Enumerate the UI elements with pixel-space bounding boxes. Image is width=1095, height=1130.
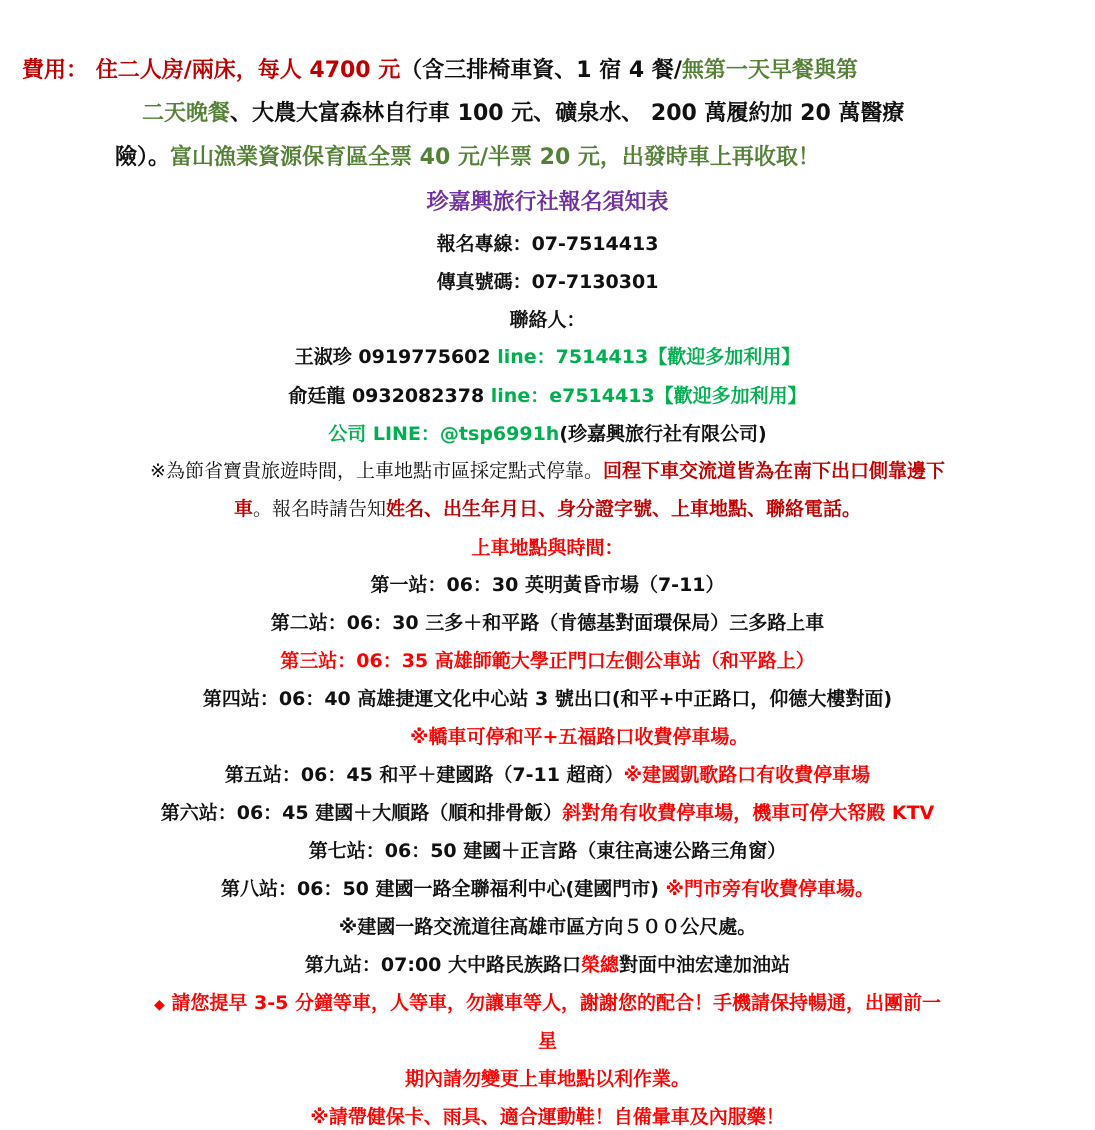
fee-line-2 xyxy=(142,99,904,129)
stop-8 xyxy=(0,876,1095,902)
notice-dropoff-end: 車 xyxy=(233,498,253,520)
stop-9 xyxy=(0,952,1095,978)
stop-5-parking-note: ※建國凱歌路口有收費停車場 xyxy=(623,764,871,786)
stops-title: 上車地點與時間： xyxy=(471,537,624,559)
stop-8-text: 第八站：06：50 建國一路全聯福利中心(建國門市) xyxy=(221,878,666,900)
fee-includes: （含三排椅車資、1 宿 4 餐/ xyxy=(400,58,682,83)
reminder-line-1 xyxy=(0,990,1095,1018)
fax-number: 傳真號碼：07-7130301 xyxy=(436,271,659,293)
stop-8-location-note: ※建國一路交流道往高雄市區方向５００公尺處。 xyxy=(338,916,757,938)
fee-excluded-dinner: 二天晚餐 xyxy=(142,101,231,126)
hotline: 報名專線：07-7514413 xyxy=(436,233,659,255)
company-line-id: 公司 LINE：@tsp6991h xyxy=(328,423,560,445)
stop-7: 第七站：06：50 建國＋正言路（東往高速公路三角窗） xyxy=(308,840,787,862)
reminder-line-2: 星 xyxy=(537,1030,557,1052)
fee-excluded-meals: 無第一天早餐與第 xyxy=(681,58,858,83)
stop-5 xyxy=(0,762,1095,788)
stop-9-landmark: 榮總 xyxy=(581,954,620,976)
reminder-bring-items: ※請帶健保卡、雨具、適合運動鞋！自備暈車及內服藥！ xyxy=(310,1106,785,1128)
stop-3: 第三站：06：35 高雄師範大學正門口左側公車站（和平路上） xyxy=(280,650,815,672)
fee-reserve-ticket: 富山漁業資源保育區全票 40 元/半票 20 元，出發時車上再收取！ xyxy=(170,145,820,170)
form-title: 珍嘉興旅行社報名須知表 xyxy=(426,190,669,215)
company-name: (珍嘉興旅行社有限公司) xyxy=(559,423,767,445)
fee-extras: 、大農大富森林自行車 100 元、礦泉水、 200 萬履約加 20 萬醫療 xyxy=(230,101,905,126)
stop-2: 第二站：06：30 三多＋和平路（肯德基對面環保局）三多路上車 xyxy=(270,612,825,634)
notice-provide-info: 。報名時請告知 xyxy=(252,498,386,520)
notice-return-dropoff: 回程下車交流道皆為在南下出口側靠邊下 xyxy=(602,460,945,482)
fee-line-3 xyxy=(115,143,820,173)
stop-9-text-a: 第九站：07:00 大中路民族路口 xyxy=(304,954,582,976)
diamond-bullet-icon: ◆ xyxy=(154,997,165,1013)
notice-required-fields: 姓名、出生年月日、身分證字號、上車地點、聯絡電話。 xyxy=(386,498,862,520)
contact-2-line-id: line：e7514413【歡迎多加利用】 xyxy=(490,385,807,407)
contact-person-1 xyxy=(0,344,1095,370)
stop-6-text: 第六站：06：45 建國＋大順路（順和排骨飯） xyxy=(160,802,563,824)
reminder-line-3: 期內請勿變更上車地點以利作業。 xyxy=(404,1068,690,1090)
contact-1-line-id: line：7514413【歡迎多加利用】 xyxy=(497,346,801,368)
notice-line-2 xyxy=(0,496,1095,522)
company-line xyxy=(0,421,1095,447)
fee-line-1 xyxy=(22,56,858,86)
notice-fixed-stops: ※為節省寶貴旅遊時間，上車地點市區採定點式停靠。 xyxy=(150,460,603,482)
stop-8-parking-note: ※門市旁有收費停車場。 xyxy=(665,878,874,900)
fee-insurance-end: 險）。 xyxy=(115,145,171,170)
reminder-arrive-early: 請您提早 3-5 分鐘等車，人等車，勿讓車等人，謝謝您的配合！手機請保持暢通，出團前一 xyxy=(171,992,941,1014)
contacts-label: 聯絡人： xyxy=(509,309,586,331)
notice-line-1 xyxy=(0,458,1095,484)
stop-4: 第四站：06：40 高雄捷運文化中心站 3 號出口(和平+中正路口，仰德大樓對面) xyxy=(202,688,893,710)
fee-label: 費用： xyxy=(22,58,89,83)
stop-6-parking-note: 斜對角有收費停車場，機車可停大帑殿 KTV xyxy=(562,802,935,824)
contact-1-name-phone: 王淑珍 0919775602 xyxy=(294,346,498,368)
stop-5-text: 第五站：06：45 和平＋建國路（7-11 超商） xyxy=(224,764,624,786)
stop-6 xyxy=(0,800,1095,826)
stop-4-parking-note: ※轎車可停和平+五福路口收費停車場。 xyxy=(410,726,749,748)
stop-9-text-b: 對面中油宏達加油站 xyxy=(619,954,791,976)
contact-2-name-phone: 俞廷龍 0932082378 xyxy=(288,385,491,407)
stop-1: 第一站：06：30 英明黃昏市場（7-11） xyxy=(370,574,725,596)
contact-person-2 xyxy=(0,383,1095,409)
fee-price: 住二人房/兩床，每人 4700 元 xyxy=(95,58,401,83)
